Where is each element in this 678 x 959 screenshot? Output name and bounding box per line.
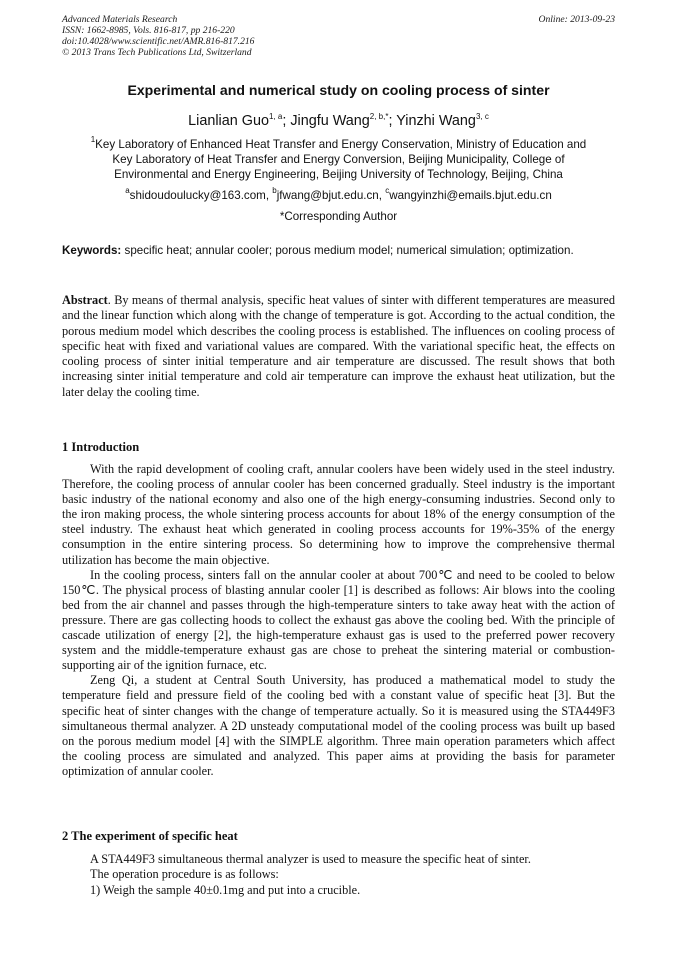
email-superscript: b [272,186,277,195]
corresponding-author-note: *Corresponding Author [279,210,398,223]
paper-title: Experimental and numerical study on cooling process of sinter [127,82,550,98]
journal-issn: ISSN: 1662-8985, Vols. 816-817, pp 216-220 [62,25,235,37]
introduction-body [62,462,615,779]
experiment-body [90,852,615,898]
abstract-text: . By means of thermal analysis, specific heat values of sinter with different temperatures are measured and the linear function which along with the change of temperature is got. According to the actual condition, the porous medium model which describes the cooling process is established. The influences on cooling process of specific heat with fixed and variational values are compared. With the variational specific heat, the effects on cooling process of sinter initial temperature and air temperature are discussed. The result shows that both increasing sinter initial temperature and cold air temperature can improve the exhaust heat utilization, but the later delay the cooling time. [62,293,615,399]
section-heading-introduction: 1 Introduction [62,440,140,454]
section-heading-experiment: 2 The experiment of specific heat [62,829,238,843]
affiliation-superscript: 1 [90,135,96,144]
abstract [62,293,615,400]
author-separator: ; [388,113,397,129]
procedure-step: 1) Weigh the sample 40±0.1mg and put into a crucible. [90,882,361,897]
paragraph: In the cooling process, sinters fall on the annular cooler at about 700℃ and need to be cooled to below 150℃. The physical process of blasting annular cooler [1] is described as follows: Air blows into the cooling bed from the air channel and passes through the high-temperature sinters to take away heat with the action of pressure. There are gas collecting hoods to collect the exhaust gas above the cooling bed. With the principle of cascade utilization of energy [2], the high-temperature exhaust gas is used to the preferred power recovery system and the middle-temperature exhaust gas are chose to preheat the sintering material or combustion-supporting air of the ignition furnace, etc. [62,567,615,673]
keywords [62,244,615,259]
author-superscript: 3, c [475,112,489,121]
email-address: jfwang@bjut.edu.cn [276,189,379,202]
email-address: wangyinzhi@emails.bjut.edu.cn [389,189,552,202]
keywords-text: specific heat; annular cooler; porous medium model; numerical simulation; optimization. [124,244,574,257]
paragraph: With the rapid development of cooling craft, annular coolers have been widely used in the steel industry. Therefore, the cooling process of annular cooler has been concerned gradually. Steel industry is the important basic industry of the national economy and also one of the high energy-consuming industries. Second only to the iron making process, the whole sintering process accounts for about 18% of the energy consumption of the steel industry. The exhaust heat which generated in cooling process accounts for 19%-35% of the energy consumption in the entire sintering process. So determining how to improve the comprehensive thermal utilization has become the main objective. [62,462,615,567]
paragraph-line: The operation procedure is as follows: [90,867,279,882]
keywords-label: Keywords: [62,244,122,257]
email-address: shidoudoulucky@163.com [129,189,266,202]
journal-doi: doi:10.4028/www.scientific.net/AMR.816-817.216 [62,36,255,48]
affiliation [62,137,615,183]
journal-copyright: © 2013 Trans Tech Publications Ltd, Switzerland [62,47,252,59]
affiliation-line: Environmental and Energy Engineering, Beijing University of Technology, Beijing, China [114,168,563,182]
author-list [62,111,615,131]
author-name: Lianlian Guo [188,113,269,129]
email-superscript: c [385,186,390,195]
author-emails: $^a$shidoudoulucky@163.com, $^b$jfwang@bjut.edu.cn, $^c$wangyinzhi@emails.bjut.edu.cn [125,186,552,202]
author-name: Jingfu Wang [290,113,370,129]
online-date: Online: 2013-09-23 [538,14,615,25]
journal-name: Advanced Materials Research [62,14,178,25]
affiliation-line: $^1$Key Laboratory of Enhanced Heat Transfer and Energy Conservation, Ministry of Education and [90,135,587,151]
paragraph: Zeng Qi, a student at Central South University, has produced a mathematical model to study the temperature field and pressure field of the cooling bed with a constant value of specific heat [3]. But the specific heat of sinter changes with the change of temperature actually. So it is measured using the STA449F3 simultaneous thermal analyzer. A 2D unsteady computational model of the cooling process was built up based on the porous medium model [4] with the SIMPLE algorithm. Three main operation parameters which affect the cooling process are simulated and analyzed. This paper aims at providing the basis for parameter optimization of annular cooler. [62,673,615,778]
abstract-label: Abstract [62,293,108,307]
author-superscript: 2, b,* [369,112,389,121]
email-superscript: a [125,186,130,195]
paragraph-line: A STA449F3 simultaneous thermal analyzer is used to measure the specific heat of sinter. [90,852,531,866]
affiliation-line: Key Laboratory of Heat Transfer and Energy Conversion, Beijing Municipality, College of [112,153,565,167]
author-name: Yinzhi Wang [396,113,476,129]
author-separator: ; [282,113,291,129]
author-superscript: 1, a [268,112,283,121]
journal-header [62,14,615,58]
